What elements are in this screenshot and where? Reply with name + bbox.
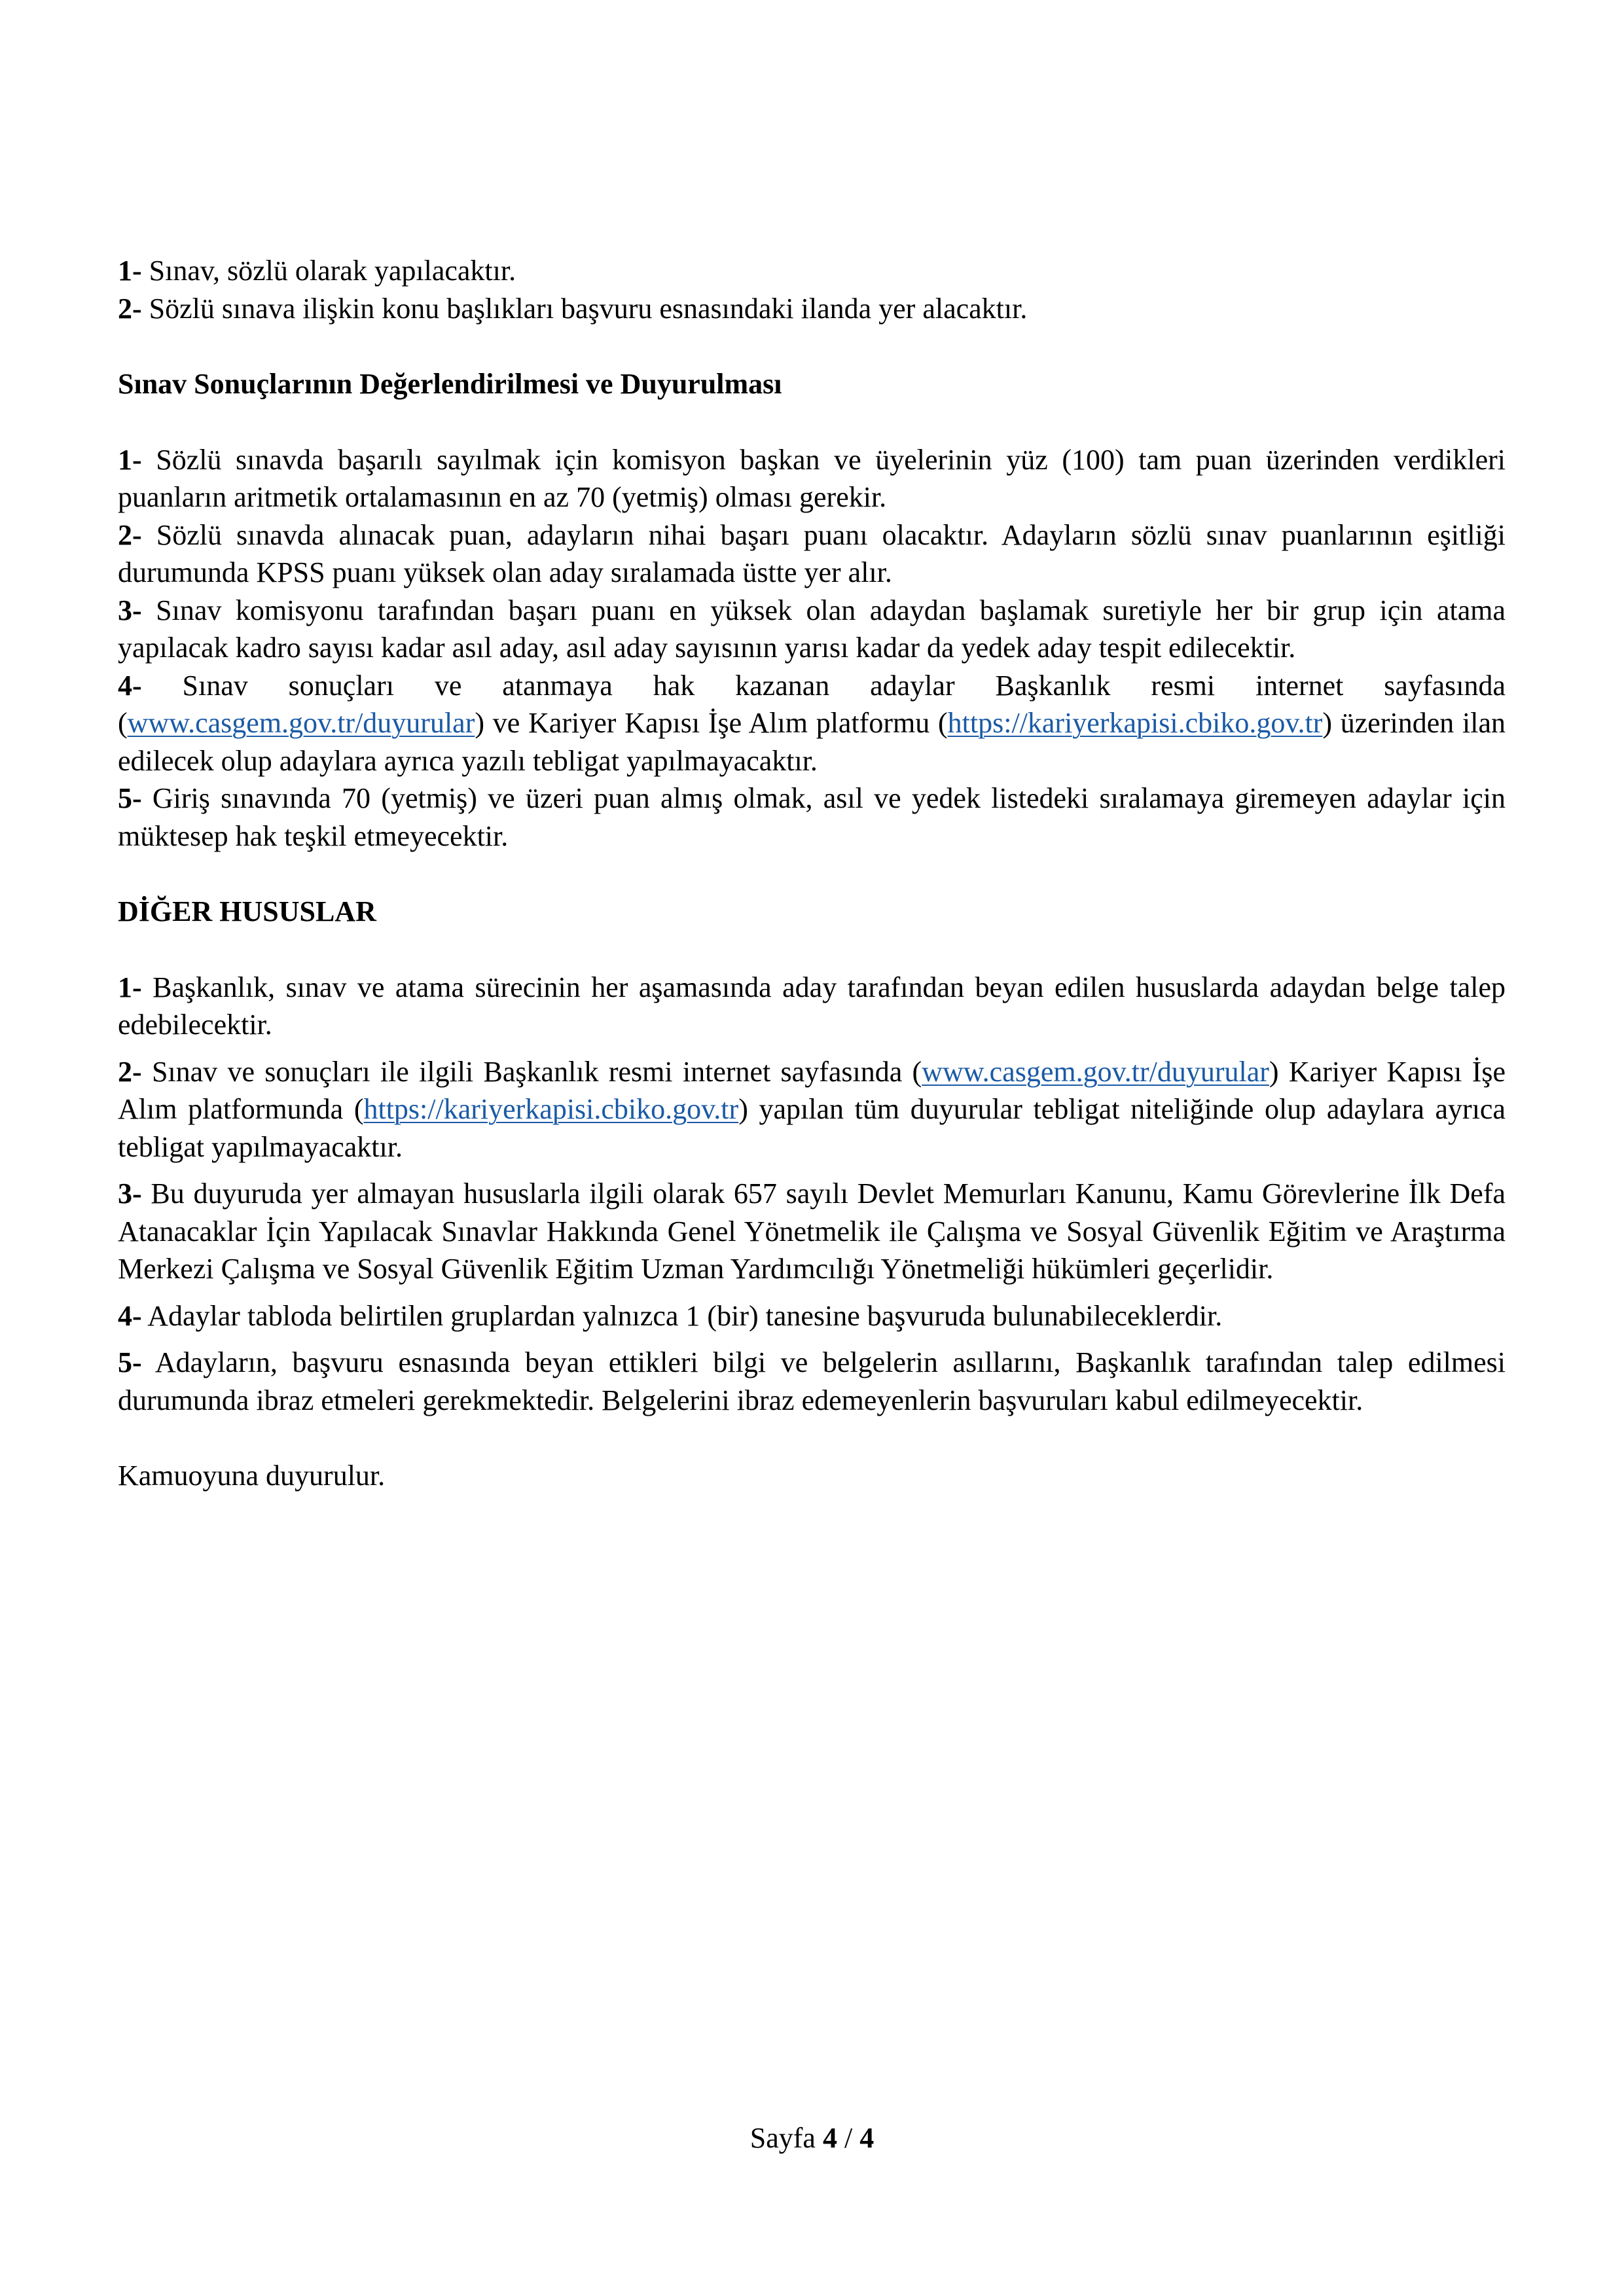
- item-text: ) ve Kariyer Kapısı İşe Alım platformu (: [475, 707, 948, 739]
- item-number: 5-: [118, 782, 142, 814]
- kariyer-kapisi-link[interactable]: https://kariyerkapisi.cbiko.gov.tr: [363, 1093, 739, 1125]
- item-number: 1-: [118, 255, 142, 287]
- item-text: Sınav ve sonuçları ile ilgili Başkanlık resmi internet sayfasında (: [141, 1055, 922, 1088]
- other-item-5: [118, 1344, 1506, 1419]
- document-body: [118, 252, 1506, 1495]
- spacer: [118, 1288, 1506, 1297]
- kariyer-kapisi-link[interactable]: https://kariyerkapisi.cbiko.gov.tr: [947, 707, 1323, 739]
- section-heading-results: Sınav Sonuçlarının Değerlendirilmesi ve Duyurulması: [118, 368, 782, 400]
- total-page-count: 4: [859, 2122, 875, 2154]
- item-number: 5-: [118, 1346, 142, 1378]
- item-number: 4-: [118, 669, 142, 702]
- item-text: Sınav komisyonu tarafından başarı puanı en yüksek olan adaydan başlamak suretiyle her bir grup için atama yapılacak kadro sayısı kadar asıl aday, asıl aday sayısının yarısı kadar da yedek aday tespit edilecektir.: [118, 594, 1506, 664]
- item-number: 2-: [118, 518, 142, 551]
- item-text: Adaylar tabloda belirtilen gruplardan yalnızca 1 (bir) tanesine başvuruda bulunabileceklerdir.: [141, 1299, 1223, 1332]
- spacer: [118, 403, 1506, 441]
- casgem-announcements-link[interactable]: www.casgem.gov.tr/duyurular: [127, 707, 475, 739]
- item-number: 1-: [118, 971, 142, 1003]
- item-text: Sözlü sınavda başarılı sayılmak için komisyon başkan ve üyelerinin yüz (100) tam puan üzerinden verdikleri puanların aritmetik ortalamasının en az 70 (yetmiş) olması gerekir.: [118, 443, 1506, 513]
- section-heading-other: DİĞER HUSUSLAR: [118, 895, 376, 927]
- item-text: ) üzerinden ilan edilecek olup adaylara ayrıca yazılı tebligat yapılmayacaktır.: [118, 707, 1506, 777]
- intro-item-1: [118, 252, 1506, 290]
- results-item-2: [118, 516, 1506, 592]
- casgem-announcements-link[interactable]: www.casgem.gov.tr/duyurular: [922, 1055, 1269, 1088]
- item-number: 3-: [118, 594, 142, 626]
- other-item-4: [118, 1297, 1506, 1335]
- spacer: [118, 855, 1506, 893]
- page-footer: [0, 2119, 1624, 2157]
- closing-statement: Kamuoyuna duyurulur.: [118, 1460, 386, 1492]
- item-number: 2-: [118, 292, 142, 325]
- item-text: Bu duyuruda yer almayan hususlarla ilgili olarak 657 sayılı Devlet Memurları Kanunu, Kamu Görevlerine İlk Defa Atanacaklar İçin Yapılacak Sınavlar Hakkında Genel Yönetmelik ile Çalışma ve Sosyal Güvenlik Eğitim ve Araştırma Merkezi Çalışma ve Sosyal Güvenlik Eğitim Uzman Yardımcılığı Yönetmeliği hükümleri geçerlidir.: [118, 1177, 1506, 1285]
- item-text: ) Kariyer Kapısı İşe Alım platformunda (: [118, 1055, 1506, 1125]
- results-item-3: [118, 592, 1506, 667]
- page-separator: /: [837, 2122, 860, 2154]
- item-text: Adayların, başvuru esnasında beyan ettikleri bilgi ve belgelerin asıllarını, Başkanlık tarafından talep edilmesi durumunda ibraz etmeleri gerekmektedir. Belgelerini ibraz edemeyenlerin başvuruları kabul edilmeyecektir.: [118, 1346, 1506, 1416]
- spacer: [118, 1419, 1506, 1457]
- item-text: Giriş sınavında 70 (yetmiş) ve üzeri puan almış olmak, asıl ve yedek listedeki sıralamaya giremeyen adaylar için müktesep hak teşkil etmeyecektir.: [118, 782, 1506, 852]
- page-label: Sayfa: [749, 2122, 823, 2154]
- spacer: [118, 1335, 1506, 1344]
- spacer: [118, 327, 1506, 365]
- results-item-4: [118, 667, 1506, 780]
- spacer: [118, 931, 1506, 969]
- item-number: 4-: [118, 1299, 142, 1332]
- other-item-1: [118, 969, 1506, 1044]
- results-item-5: [118, 780, 1506, 855]
- other-item-3: [118, 1175, 1506, 1288]
- item-text: Sınav, sözlü olarak yapılacaktır.: [141, 255, 516, 287]
- item-text: Başkanlık, sınav ve atama sürecinin her aşamasında aday tarafından beyan edilen hususlarda adaydan belge talep edebilecektir.: [118, 971, 1506, 1041]
- item-number: 3-: [118, 1177, 142, 1210]
- item-number: 1-: [118, 443, 142, 476]
- spacer: [118, 1166, 1506, 1175]
- item-text: Sözlü sınava ilişkin konu başlıkları başvuru esnasındaki ilanda yer alacaktır.: [141, 292, 1028, 325]
- item-text: ) yapılan tüm duyurular tebligat niteliğinde olup adaylara ayrıca tebligat yapılmayacaktır.: [118, 1093, 1506, 1163]
- other-item-2: [118, 1053, 1506, 1166]
- current-page-number: 4: [822, 2122, 837, 2154]
- results-item-1: [118, 441, 1506, 516]
- item-text: Sözlü sınavda alınacak puan, adayların nihai başarı puanı olacaktır. Adayların sözlü sınav puanlarının eşitliği durumunda KPSS puanı yüksek olan aday sıralamada üstte yer alır.: [118, 518, 1506, 588]
- item-number: 2-: [118, 1055, 142, 1088]
- intro-item-2: [118, 290, 1506, 328]
- spacer: [118, 1044, 1506, 1053]
- item-text: Sınav sonuçları ve atanmaya hak kazanan adaylar Başkanlık resmi internet sayfasında (: [118, 669, 1506, 739]
